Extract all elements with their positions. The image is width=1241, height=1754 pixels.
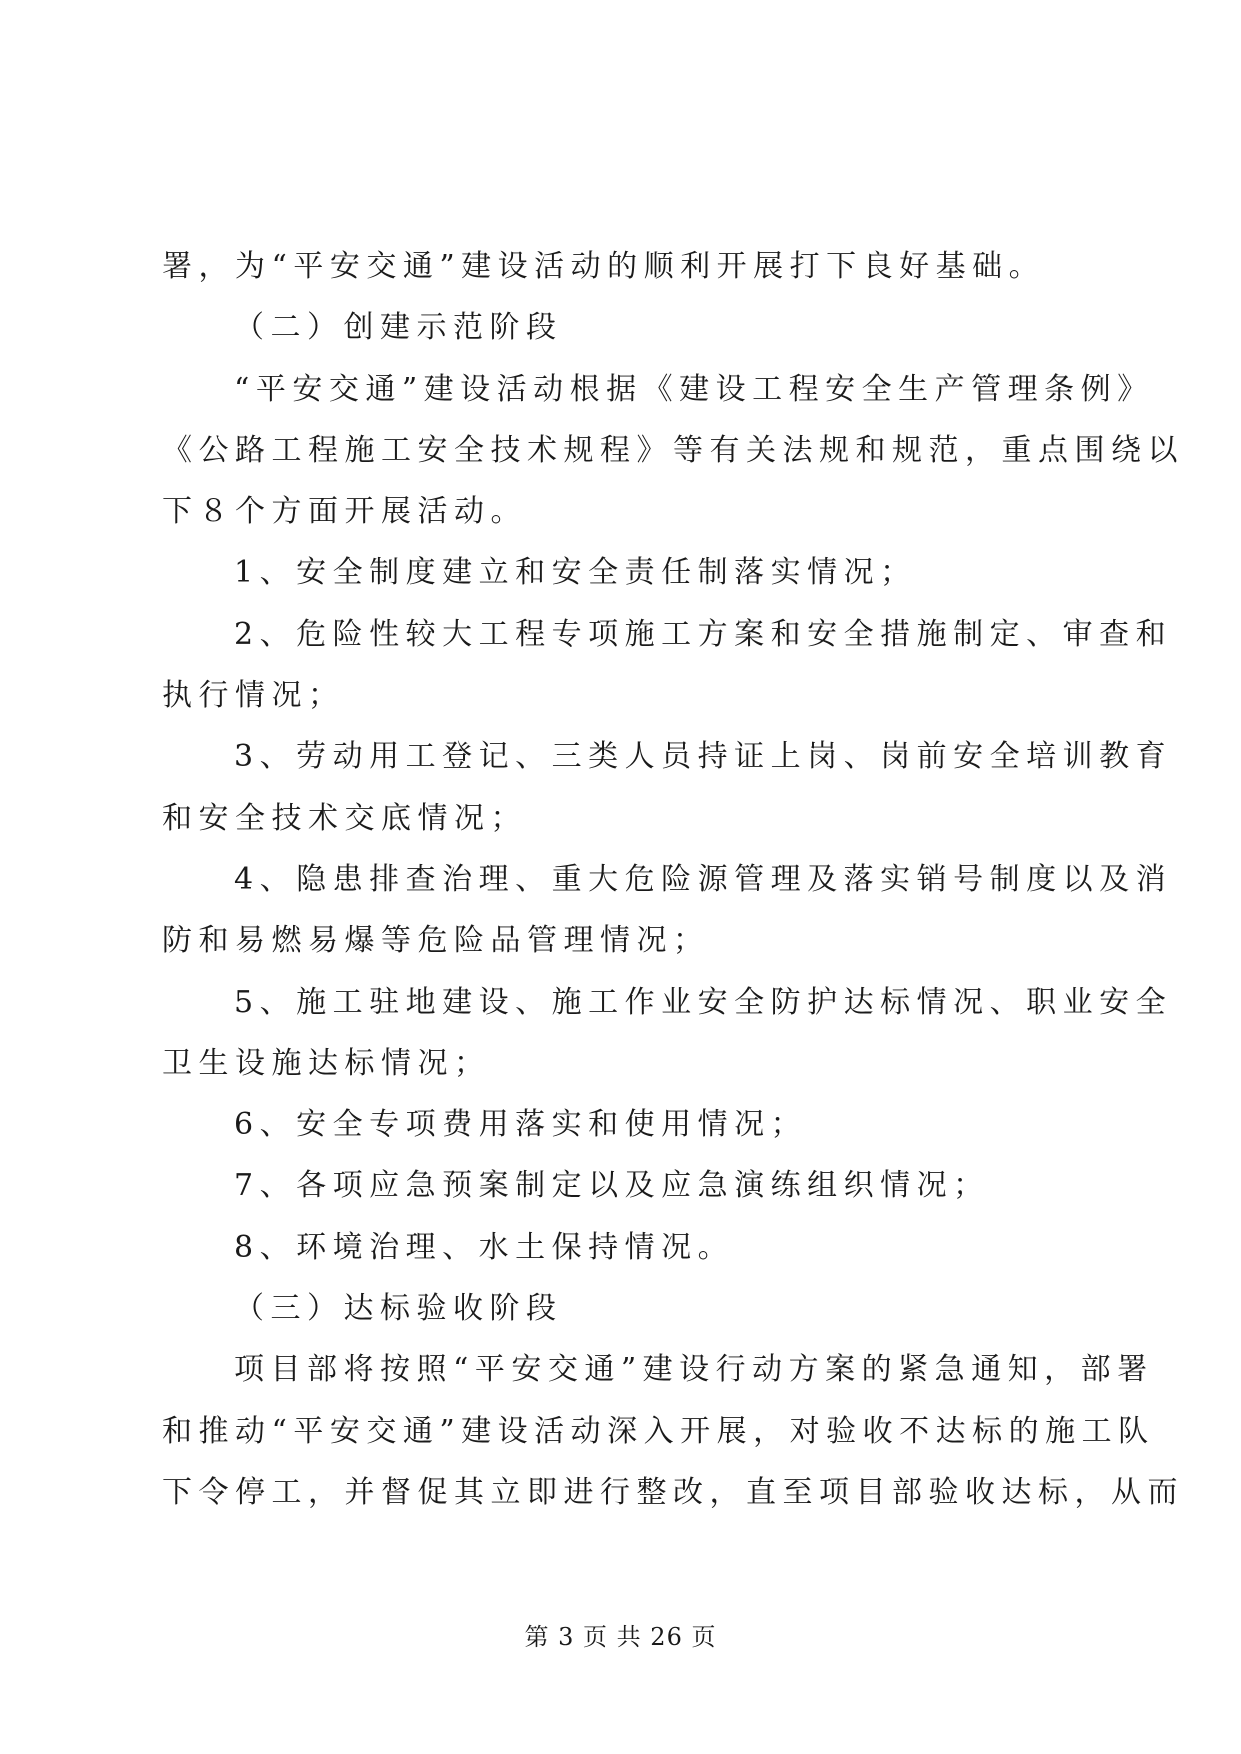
list-item: 8、环境治理、水土保持情况。 xyxy=(234,1229,735,1265)
page-number-footer: 第 3 页 共 26 页 xyxy=(524,1623,717,1651)
list-item: 2、危险性较大工程专项施工方案和安全措施制定、审查和 xyxy=(234,616,1173,652)
document-body xyxy=(162,236,1184,1523)
paragraph-line: 和推动“平安交通”建设活动深入开展，对验收不达标的施工队 xyxy=(162,1413,1155,1449)
section-heading: （三）达标验收阶段 xyxy=(234,1291,563,1327)
paragraph-line: 下８个方面开展活动。 xyxy=(162,494,527,530)
list-item: 7、各项应急预案制定以及应急演练组织情况； xyxy=(234,1168,990,1204)
list-item-continuation: 卫生设施达标情况； xyxy=(162,1045,491,1081)
list-item: 5、施工驻地建设、施工作业安全防护达标情况、职业安全 xyxy=(234,984,1173,1020)
list-item: 3、劳动用工登记、三类人员持证上岗、岗前安全培训教育 xyxy=(234,739,1173,775)
paragraph-line: 项目部将按照“平安交通”建设行动方案的紧急通知，部署 xyxy=(234,1352,1154,1388)
paragraph-line: 《公路工程施工安全技术规程》等有关法规和规范，重点围绕以 xyxy=(162,432,1184,468)
paragraph-continuation: 署，为“平安交通”建设活动的顺利开展打下良好基础。 xyxy=(162,249,1046,284)
list-item: 4、隐患排查治理、重大危险源管理及落实销号制度以及消 xyxy=(234,861,1173,897)
list-item: 6、安全专项费用落实和使用情况； xyxy=(234,1107,808,1143)
section-heading: （二）创建示范阶段 xyxy=(234,310,563,346)
paragraph-line: “平安交通”建设活动根据《建设工程安全生产管理条例》 xyxy=(234,371,1154,407)
paragraph-line: 下令停工，并督促其立即进行整改，直至项目部验收达标，从而 xyxy=(162,1474,1184,1510)
list-item: 1、安全制度建立和安全责任制落实情况； xyxy=(234,555,917,591)
list-item-continuation: 执行情况； xyxy=(162,678,345,714)
list-item-continuation: 和安全技术交底情况； xyxy=(162,800,527,836)
list-item-continuation: 防和易燃易爆等危险品管理情况； xyxy=(162,923,710,959)
